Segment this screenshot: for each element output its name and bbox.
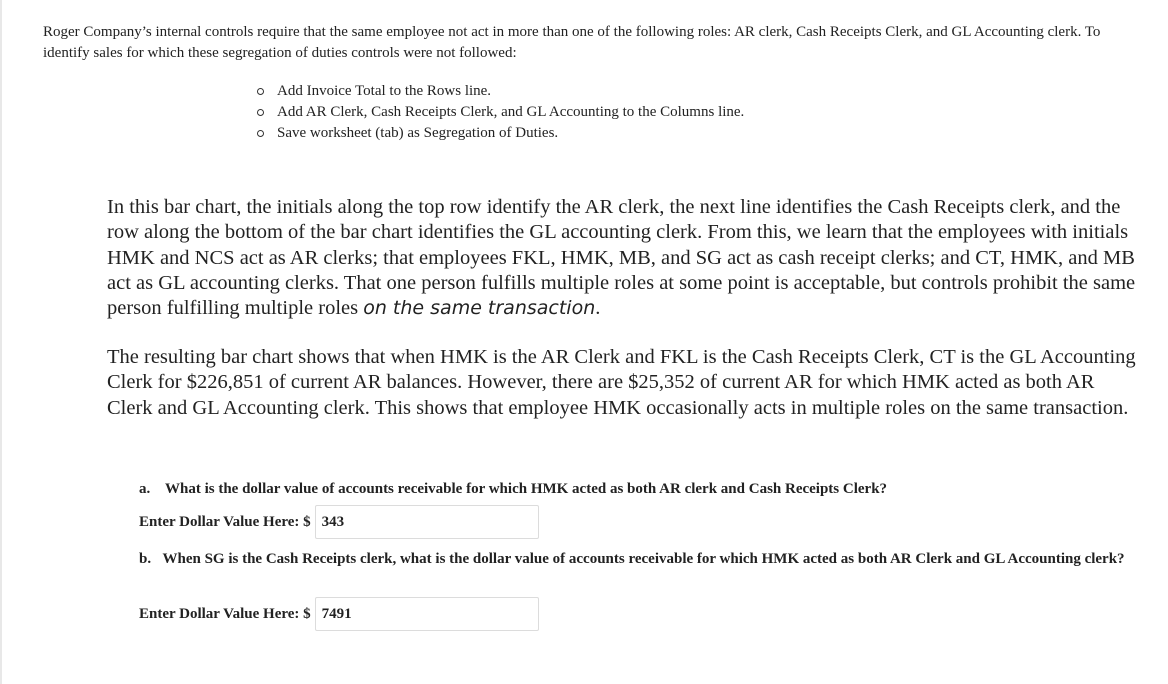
step-text: Save worksheet (tab) as Segregation of Duties. xyxy=(277,125,559,141)
explanation-paragraph-2: The resulting bar chart shows that when HMK is the AR Clerk and FKL is the Cash Receipts Clerk, CT is the GL Accounting Clerk for $226,851 of current AR balances. However, there are $25,352 of current AR for which HMK acted as both AR Clerk and GL Accounting clerk. This shows that employee HMK occasionally acts in multiple roles on the same transaction. xyxy=(107,346,1136,419)
emphasis-text: on the same transaction xyxy=(363,297,596,320)
question-text: What is the dollar value of accounts receivable for which HMK acted as both AR clerk and Cash Receipts Clerk? xyxy=(165,481,888,497)
list-item xyxy=(256,81,744,102)
answer-prompt: Enter Dollar Value Here: $ xyxy=(139,605,311,622)
page-left-border xyxy=(0,0,2,684)
circle-bullet-icon xyxy=(257,130,264,137)
answer-a-input[interactable] xyxy=(315,505,539,539)
intro-text: Roger Company’s internal controls require that the same employee not act in more than one of the following roles: AR clerk, Cash Receipts Clerk, and GL Accounting clerk. To identify sales for which these segregation of duties controls were not followed: xyxy=(43,24,1101,61)
answer-row-b xyxy=(139,597,539,631)
step-text: Add Invoice Total to the Rows line. xyxy=(277,83,492,99)
question-label: b. xyxy=(139,551,152,567)
answer-b-input[interactable] xyxy=(315,597,539,631)
list-item xyxy=(256,102,744,123)
step-text: Add AR Clerk, Cash Receipts Clerk, and GL Accounting to the Columns line. xyxy=(277,104,745,120)
circle-bullet-icon xyxy=(257,109,264,116)
question-label: a. xyxy=(139,481,151,497)
list-item xyxy=(256,123,744,144)
paragraph-end: . xyxy=(595,297,601,320)
paragraph-text: In this bar chart, the initials along the top row identify the AR clerk, the next line identifies the Cash Receipts clerk, and the row along the bottom of the bar chart identifies the GL accounting clerk. From this, we learn that the employees with initials HMK and NCS act as AR clerks; that employees FKL, HMK, MB, and SG act as cash receipt clerks; and CT, HMK, and MB act as GL accounting clerks. That one person fulfills multiple roles at some point is acceptable, but controls prohibit the same person fulfilling multiple roles xyxy=(107,196,1136,320)
explanation-paragraph-1 xyxy=(107,195,1137,321)
steps-list xyxy=(256,81,744,144)
question-b xyxy=(139,549,1168,570)
answer-prompt: Enter Dollar Value Here: $ xyxy=(139,513,311,530)
question-a xyxy=(139,479,887,500)
circle-bullet-icon xyxy=(257,88,264,95)
question-text: When SG is the Cash Receipts clerk, what is the dollar value of accounts receivable for which HMK acted as both AR Clerk and GL Accounting clerk? xyxy=(162,551,1125,567)
answer-row-a xyxy=(139,505,539,539)
